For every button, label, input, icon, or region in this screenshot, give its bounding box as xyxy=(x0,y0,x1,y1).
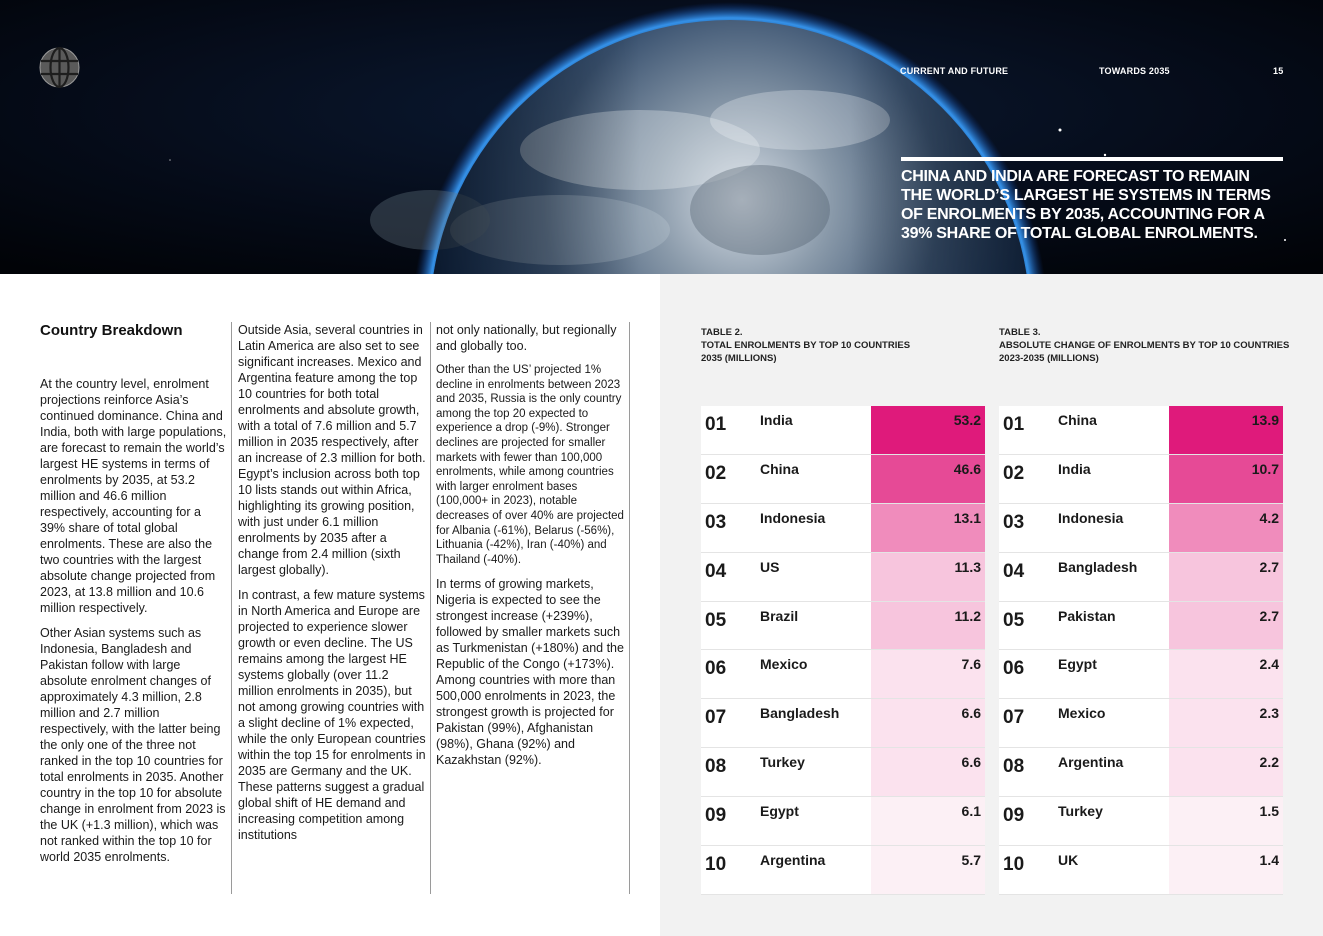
value-cell: 6.1 xyxy=(871,797,985,845)
table-row xyxy=(701,748,985,797)
value-cell: 7.6 xyxy=(871,650,985,698)
value-cell: 4.2 xyxy=(1169,504,1283,552)
table3-absolute-change xyxy=(999,406,1283,895)
country-name: Pakistan xyxy=(1058,607,1116,624)
rank-number: 06 xyxy=(705,658,727,680)
rank-number: 09 xyxy=(1003,805,1025,827)
value-cell: 11.3 xyxy=(871,553,985,601)
rank-number: 08 xyxy=(705,756,727,778)
table-row xyxy=(999,748,1283,797)
country-name: India xyxy=(1058,460,1091,477)
value-cell: 2.2 xyxy=(1169,748,1283,796)
country-name: Mexico xyxy=(760,656,808,673)
country-name: US xyxy=(760,558,780,575)
table-row xyxy=(999,846,1283,895)
globe-icon xyxy=(39,47,80,88)
column-divider xyxy=(629,322,630,894)
value-cell: 46.6 xyxy=(871,455,985,503)
table-row xyxy=(701,455,985,504)
country-name: UK xyxy=(1058,852,1079,869)
table3-caption xyxy=(999,326,1289,365)
article-column-3 xyxy=(436,322,624,777)
table-row xyxy=(701,797,985,846)
value-cell: 2.7 xyxy=(1169,553,1283,601)
table-row xyxy=(701,602,985,651)
value-cell: 13.1 xyxy=(871,504,985,552)
table-row xyxy=(999,504,1283,553)
rank-number: 03 xyxy=(705,511,727,533)
paragraph: Other Asian systems such as Indonesia, Bangladesh and Pakistan follow with large absolute enrolment changes of approximately 4.3 million, 2.8 million and 2.7 million respectively, with the latter being the only one of the three not ranked in the top 10 countries for total enrolments in 2035. Another country in the top 10 for absolute change in enrolment from 2023 is the UK (+1.3 million), which was not ranked within the top 10 for world 2035 enrolments. xyxy=(40,626,226,864)
rank-number: 08 xyxy=(1003,756,1025,778)
rank-number: 09 xyxy=(705,805,727,827)
country-name: Mexico xyxy=(1058,705,1106,722)
hero-pull-quote: CHINA AND INDIA ARE FORECAST TO REMAIN THE WORLD’S LARGEST HE SYSTEMS IN TERMS OF ENROLMENTS BY 2035, ACCOUNTING FOR A 39% SHARE OF TOTAL GLOBAL ENROLMENTS. xyxy=(901,168,1271,242)
rank-number: 10 xyxy=(1003,854,1025,876)
value-cell: 2.4 xyxy=(1169,650,1283,698)
table3-title: ABSOLUTE CHANGE OF ENROLMENTS BY TOP 10 COUNTRIES xyxy=(999,340,1290,351)
value-cell: 2.7 xyxy=(1169,602,1283,650)
rank-number: 07 xyxy=(1003,707,1025,729)
table-row xyxy=(999,650,1283,699)
hero-banner xyxy=(0,0,1323,274)
country-name: China xyxy=(1058,412,1097,428)
rank-number: 02 xyxy=(1003,462,1025,484)
paragraph: not only nationally, but regionally and globally too. xyxy=(436,323,617,353)
table-row xyxy=(999,455,1283,504)
rank-number: 01 xyxy=(705,414,727,435)
country-name: Argentina xyxy=(1058,754,1124,771)
rank-number: 01 xyxy=(1003,414,1025,435)
table2-subtitle: 2035 (MILLIONS) xyxy=(701,353,777,364)
rank-number: 03 xyxy=(1003,511,1025,533)
table2-title: TOTAL ENROLMENTS BY TOP 10 COUNTRIES xyxy=(701,340,911,351)
value-cell: 1.4 xyxy=(1169,846,1283,894)
rank-number: 04 xyxy=(1003,560,1025,582)
paragraph: At the country level, enrolment projections reinforce Asia’s continued dominance. China and India, both with large populations, are forecast to remain the world’s largest HE systems in terms of enrolments by 2035, at 53.2 million and 46.6 million respectively, accounting for a 39% share of total global enrolments. These are also the two countries with the largest absolute change projected from 2023, at 13.8 million and 10.6 million respectively. xyxy=(40,377,227,615)
value-cell: 2.3 xyxy=(1169,699,1283,747)
country-name: Indonesia xyxy=(760,509,826,526)
table2-caption xyxy=(701,326,910,365)
rank-number: 10 xyxy=(705,854,727,876)
paragraph: Outside Asia, several countries in Latin America are also set to see significant increases. Mexico and Argentina feature among the top 10 countries for both total enrolments and absolute growth, with a total of 7.6 million and 5.7 million in 2035 respectively, after an increase of 2.3 million for both. Egypt’s inclusion across both top 10 lists stands out within Africa, highlighting its growing position, with just under 6.1 million enrolments by 2035 after a change from 2.4 million (sixth largest globally). xyxy=(238,323,426,577)
value-cell: 6.6 xyxy=(871,748,985,796)
table2-number: TABLE 2. xyxy=(701,327,743,338)
value-cell: 10.7 xyxy=(1169,455,1283,503)
value-cell: 6.6 xyxy=(871,699,985,747)
country-name: Egypt xyxy=(1058,656,1097,673)
rank-number: 05 xyxy=(705,609,727,631)
rank-number: 05 xyxy=(1003,609,1025,631)
country-name: Bangladesh xyxy=(1058,558,1138,575)
country-name: Turkey xyxy=(1058,803,1103,820)
article-column-1 xyxy=(40,376,228,874)
page-number: 15 xyxy=(1273,66,1284,76)
hero-rule xyxy=(901,157,1283,161)
rank-number: 06 xyxy=(1003,658,1025,680)
country-name: Turkey xyxy=(760,754,805,771)
country-name: Brazil xyxy=(760,607,799,624)
paragraph: In contrast, a few mature systems in North America and Europe are projected to experience slower growth or even decline. The US remains among the largest HE systems globally (over 11.2 million enrolments in 2035), but not among growing countries with a slight decline of 1% expected, while the only European countries within the top 15 for enrolments in 2035 are Germany and the UK. These patterns suggest a gradual global shift of HE demand and increasing competition among institutions xyxy=(238,588,426,842)
value-cell: 5.7 xyxy=(871,846,985,894)
header-section-label: CURRENT AND FUTURE xyxy=(900,66,1009,76)
column-divider xyxy=(430,322,431,894)
table-row xyxy=(701,504,985,553)
paragraph: In terms of growing markets, Nigeria is expected to see the strongest increase (+239%), followed by smaller markets such as Turkmenistan (+180%) and the Republic of the Congo (+173%). Among countries with more than 500,000 enrolments in 2023, the strongest growth is projected for Pakistan (99%), Afghanistan (98%), Ghana (92%) and Kazakhstan (92%). xyxy=(436,577,624,768)
table3-subtitle: 2023-2035 (MILLIONS) xyxy=(999,353,1099,364)
country-name: Argentina xyxy=(760,852,826,869)
table-row xyxy=(999,553,1283,602)
article-column-2 xyxy=(238,322,426,852)
table-row xyxy=(701,406,985,455)
header-chapter-label: TOWARDS 2035 xyxy=(1099,66,1170,76)
table-row xyxy=(999,406,1283,455)
country-name: Bangladesh xyxy=(760,705,840,722)
value-cell: 1.5 xyxy=(1169,797,1283,845)
column-divider xyxy=(231,322,232,894)
country-name: China xyxy=(760,460,799,477)
value-cell: 11.2 xyxy=(871,602,985,650)
table3-number: TABLE 3. xyxy=(999,327,1041,338)
rank-number: 02 xyxy=(705,462,727,484)
table-row xyxy=(999,797,1283,846)
rank-number: 04 xyxy=(705,560,727,582)
section-title: Country Breakdown xyxy=(40,322,183,339)
table-row xyxy=(701,846,985,895)
rank-number: 07 xyxy=(705,707,727,729)
article-body xyxy=(0,274,660,936)
country-name: Indonesia xyxy=(1058,509,1124,526)
table-row xyxy=(701,553,985,602)
country-name: Egypt xyxy=(760,803,799,820)
table-row xyxy=(701,699,985,748)
table-row xyxy=(701,650,985,699)
tables-panel xyxy=(660,274,1323,936)
value-cell: 13.9 xyxy=(1169,406,1283,454)
country-name: India xyxy=(760,412,793,428)
value-cell: 53.2 xyxy=(871,406,985,454)
table2-total-enrolments xyxy=(701,406,985,895)
table-row xyxy=(999,602,1283,651)
table-row xyxy=(999,699,1283,748)
paragraph: Other than the US’ projected 1% decline in enrolments between 2023 and 2035, Russia is the only country among the top 20 expected to experience a drop (-9%). Stronger declines are projected for smaller markets with fewer than 100,000 enrolments, while among countries with larger enrolment bases (100,000+ in 2023), notable decreases of over 40% are projected for Albania (-61%), Belarus (-56%), Lithuania (-42%), Iran (-40%) and Thailand (-40%). xyxy=(436,364,624,566)
